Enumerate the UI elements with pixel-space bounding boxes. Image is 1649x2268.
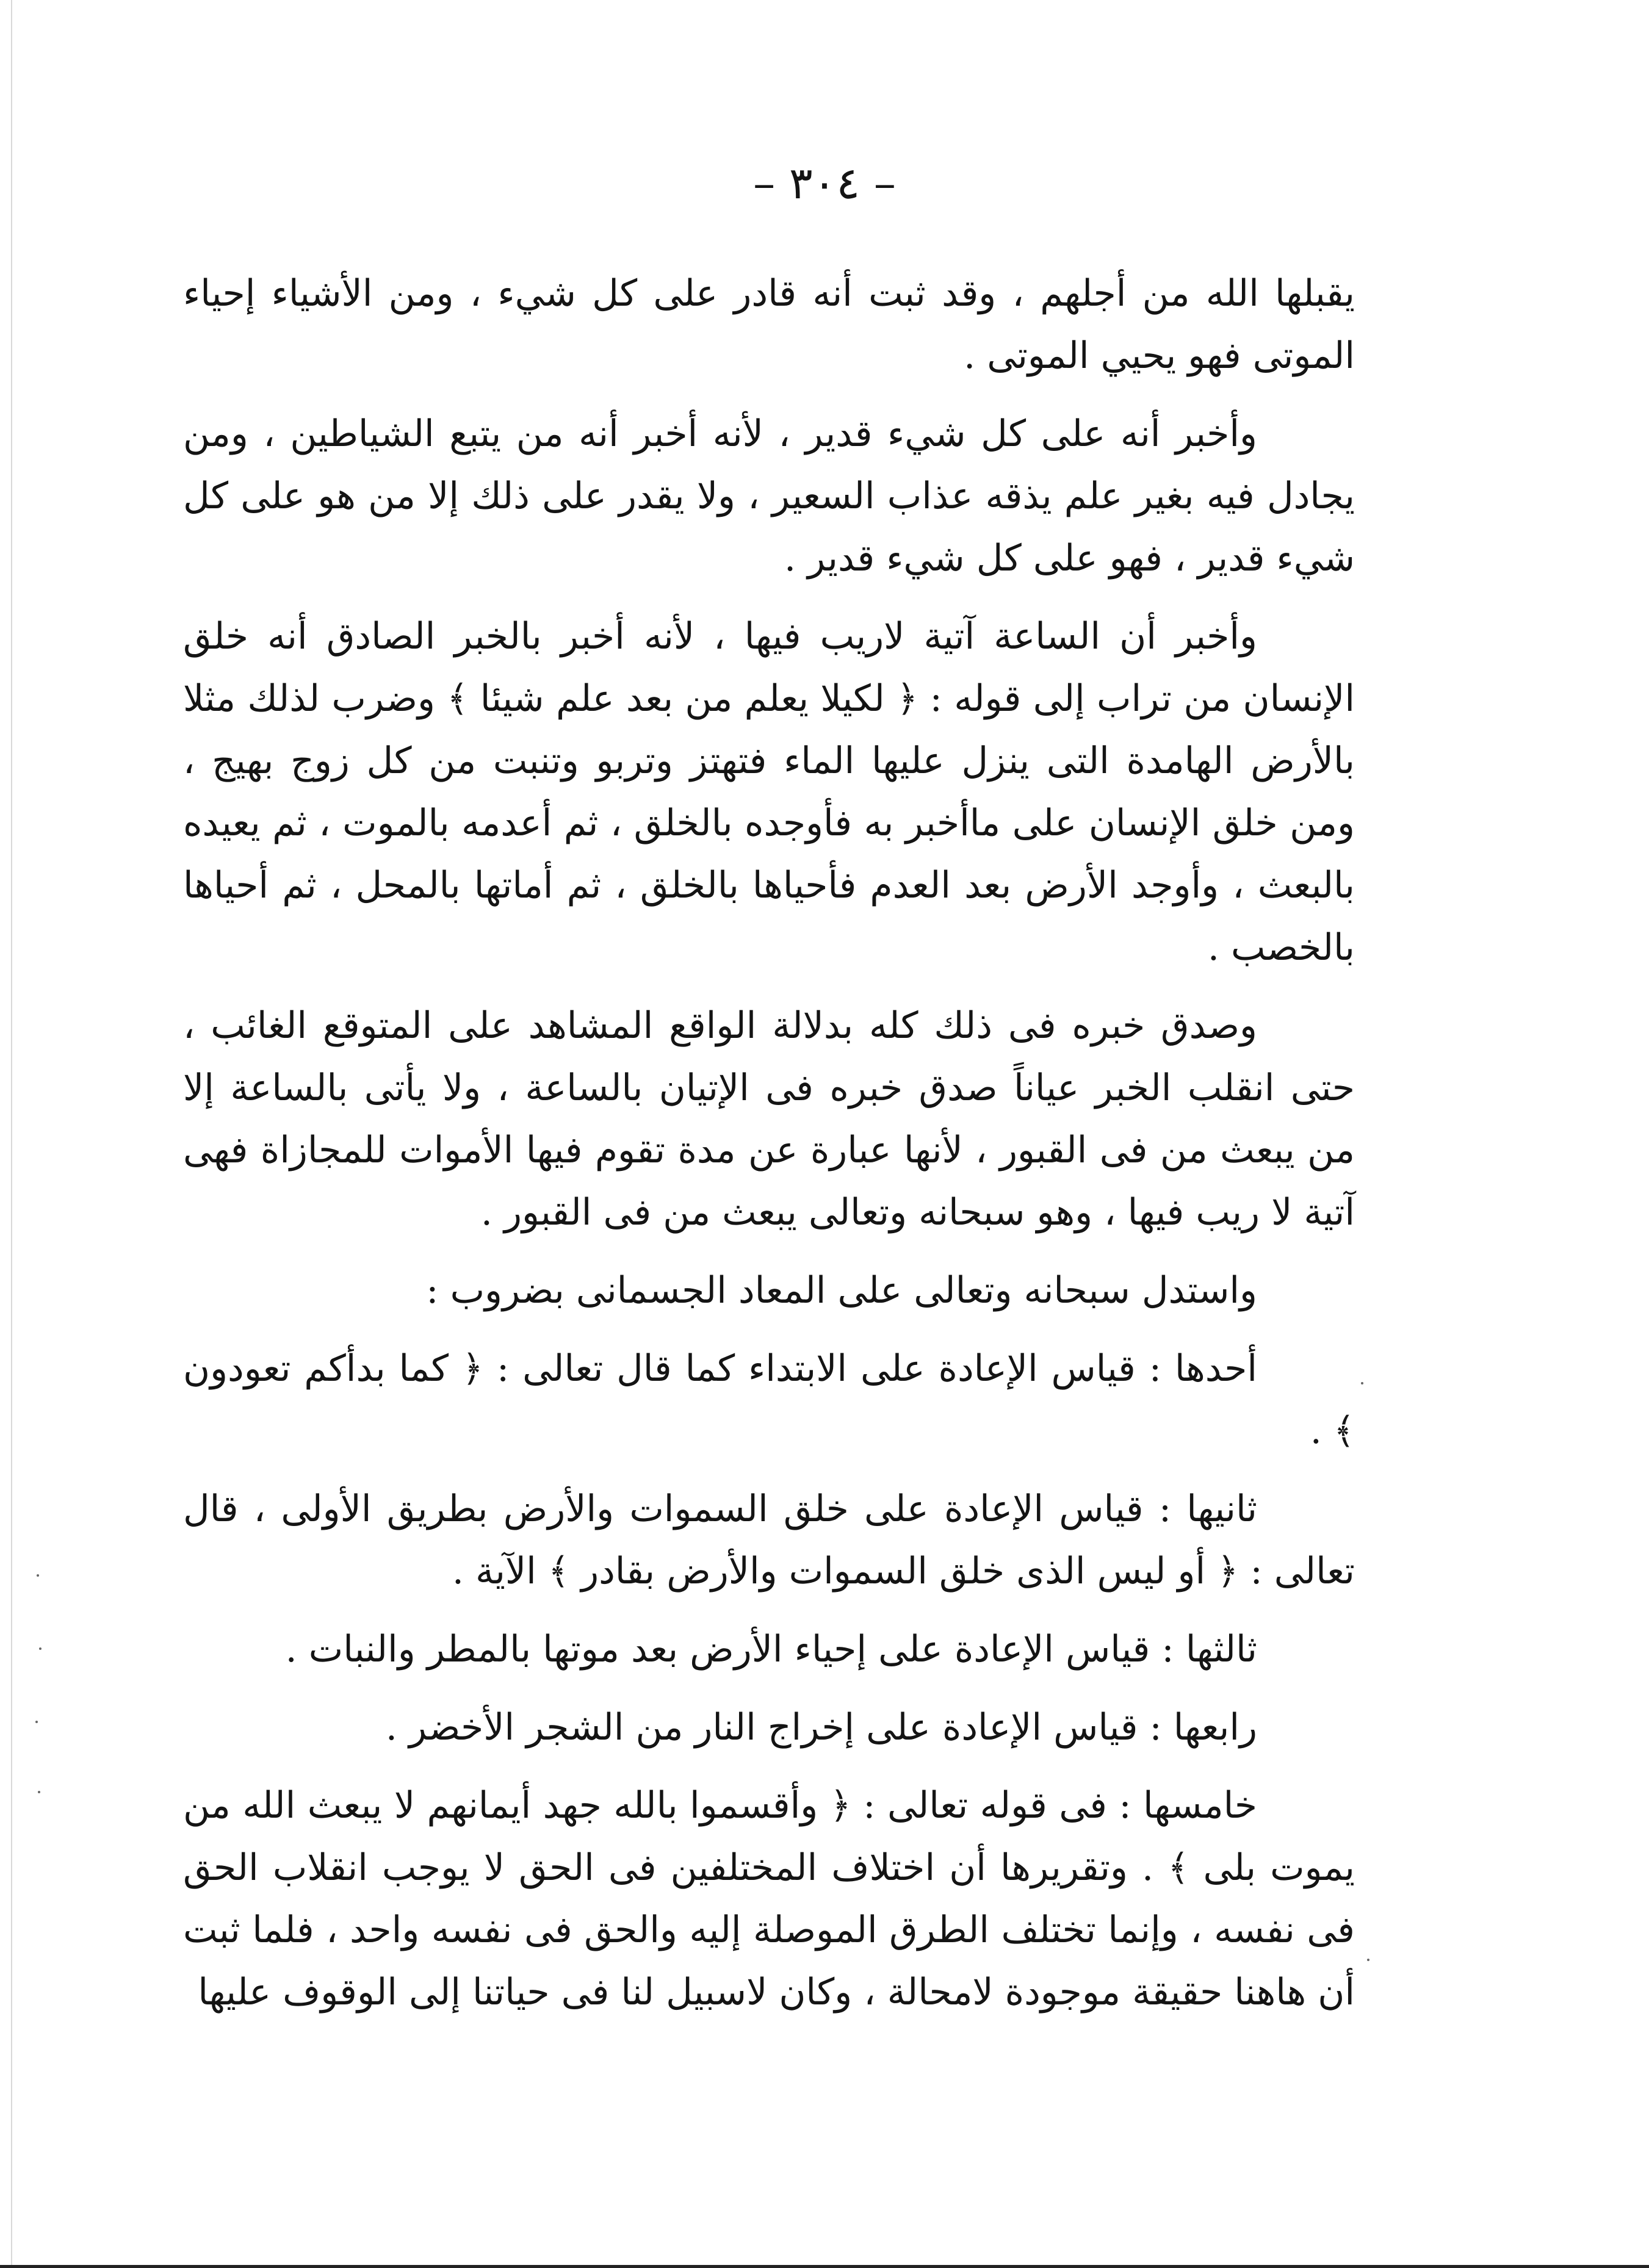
scan-edge-line bbox=[11, 0, 12, 2268]
page-number: – ٣٠٤ – bbox=[753, 157, 896, 209]
paragraph-5: واستدل سبحانه وتعالى على المعاد الجسمانى بضروب : bbox=[426, 1269, 1257, 1312]
scan-speck bbox=[38, 1791, 40, 1793]
scan-speck bbox=[39, 1647, 41, 1650]
paragraph-6: أحدها : قياس الإعادة على الابتداء كما قال تعالى : ﴿ كما بدأكم تعودون ﴾ . bbox=[183, 1347, 1355, 1452]
scan-speck bbox=[1367, 1959, 1369, 1961]
paragraph-10: خامسها : فى قوله تعالى : ﴿ وأقسموا بالله جهد أيمانهم لا يبعث الله من يموت بلى ﴾ . وتقريرها أن اختلاف المختلفين فى الحق لا يوجب انقلاب الحق فى نفسه ، وإنما تختلف الطرق الموصلة إليه والحق فى نفسه واحد ، فلما ثبت أن هاهنا حقيقة موجودة لامحالة ، وكان لاسبيل لنا فى حياتنا إلى الوقوف عليها bbox=[183, 1784, 1355, 2014]
scan-speck bbox=[37, 1574, 39, 1577]
paragraph-9: رابعها : قياس الإعادة على إخراج النار من الشجر الأخضر . bbox=[385, 1706, 1257, 1749]
paragraph-4: وصدق خبره فى ذلك كله بدلالة الواقع المشاهد على المتوقع الغائب ، حتى انقلب الخبر عياناً صدق خبره فى الإتيان بالساعة ، ولا يأتى بالساعة إلا من يبعث من فى القبور ، لأنها عبارة عن مدة تقوم فيها الأموات للمجازاة فهى آتية لا ريب فيها ، وهو سبحانه وتعالى يبعث من فى القبور . bbox=[183, 1004, 1355, 1234]
scan-speck bbox=[35, 1721, 38, 1723]
body-text bbox=[183, 262, 1355, 2039]
scan-speck bbox=[1361, 1382, 1363, 1384]
paragraph-2: وأخبر أنه على كل شيء قدير ، لأنه أخبر أنه من يتبع الشياطين ، ومن يجادل فيه بغير علم يذقه عذاب السعير ، ولا يقدر على ذلك إلا من هو على كل شيء قدير ، فهو على كل شيء قدير . bbox=[183, 412, 1355, 580]
paragraph-3: وأخبر أن الساعة آتية لاريب فيها ، لأنه أخبر بالخبر الصادق أنه خلق الإنسان من تراب إلى قوله : ﴿ لكيلا يعلم من بعد علم شيئا ﴾ وضرب لذلك مثلا بالأرض الهامدة التى ينزل عليها الماء فتهتز وتربو وتنبت من كل زوج بهيج ، ومن خلق الإنسان على ماأخبر به فأوجده بالخلق ، ثم أعدمه بالموت ، ثم يعيده بالبعث ، وأوجد الأرض بعد العدم فأحياها بالخلق ، ثم أماتها بالمحل ، ثم أحياها بالخصب . bbox=[183, 615, 1355, 969]
paragraph-8: ثالثها : قياس الإعادة على إحياء الأرض بعد موتها بالمطر والنبات . bbox=[285, 1628, 1257, 1671]
paragraph-7: ثانيها : قياس الإعادة على خلق السموات والأرض بطريق الأولى ، قال تعالى : ﴿ أو ليس الذى خلق السموات والأرض بقادر ﴾ الآية . bbox=[183, 1488, 1355, 1593]
scan-bottom-edge bbox=[0, 2265, 1649, 2268]
paragraph-1: يقبلها الله من أجلهم ، وقد ثبت أنه قادر على كل شيء ، ومن الأشياء إحياء الموتى فهو يحيي الموتى . bbox=[183, 272, 1355, 377]
